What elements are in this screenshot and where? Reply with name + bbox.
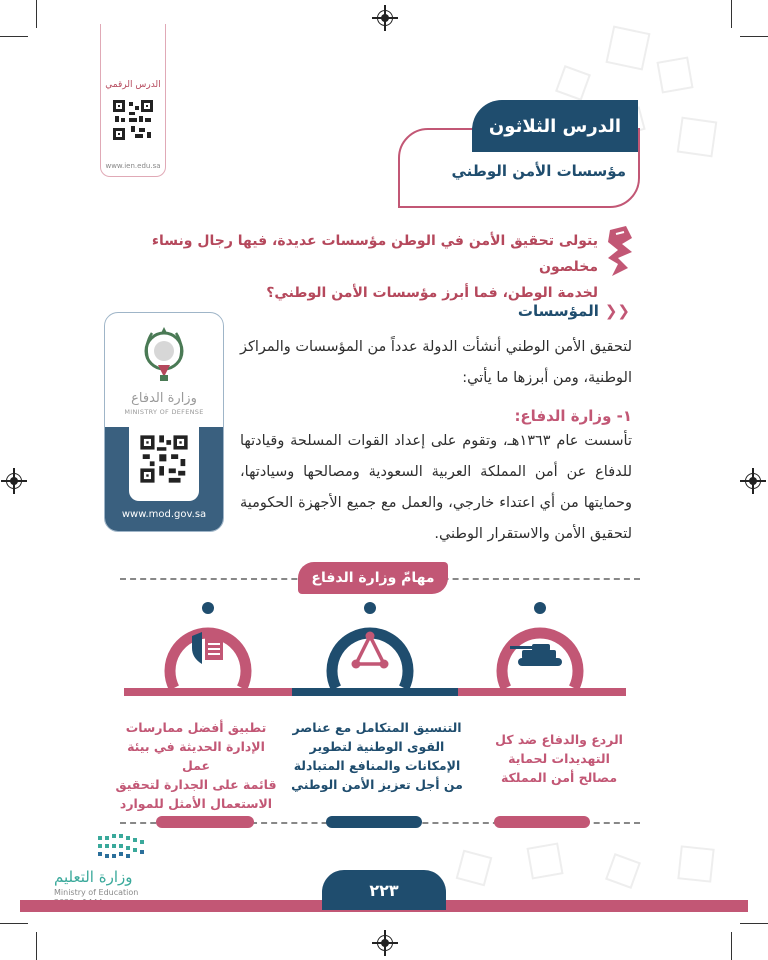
ministry-of-defense-logo-icon bbox=[138, 321, 190, 387]
intro-line: يتولى تحقيق الأمن في الوطن مؤسسات عديدة، فيها رجال ونساء مخلصون bbox=[151, 233, 598, 275]
subsection-text: تأسست عام ١٣٦٣هـ، وتقوم على إعداد القوات المسلحة وقيادتها للدفاع عن أمن المملكة العربية السعودية ومصالحها وسيادتها، وحمايتها من أي اعتداء خارجي، والعمل مع جميع الأجهزة الحكومية لتحقيق الأمن والاستقرار الوطني. bbox=[240, 433, 632, 542]
ministry-of-defense-qr-panel bbox=[105, 427, 223, 531]
digital-lesson-url[interactable]: www.ien.edu.sa bbox=[105, 162, 161, 170]
qr-code-icon[interactable] bbox=[111, 98, 155, 142]
timeline-segment bbox=[292, 688, 458, 696]
crop-mark bbox=[0, 36, 28, 37]
ministry-of-education-name-en: Ministry of Education bbox=[54, 888, 139, 897]
ministry-of-education-name-ar: وزارة التعليم bbox=[54, 868, 133, 886]
duty-line: الإدارة الحديثة في بيئة عمل bbox=[127, 739, 265, 773]
duty-2-text bbox=[286, 718, 468, 794]
duty-line: التهديدات لحماية bbox=[508, 751, 610, 766]
qr-code-icon[interactable] bbox=[138, 433, 190, 485]
digital-lesson-tab[interactable] bbox=[100, 24, 166, 177]
duty-3-arch bbox=[162, 600, 254, 692]
duty-3-text bbox=[112, 718, 280, 813]
section-title bbox=[470, 302, 630, 320]
ministry-of-defense-card[interactable] bbox=[104, 312, 224, 532]
duty-line: من أجل تعزيز الأمن الوطني bbox=[291, 777, 463, 792]
duty-line: مصالح أمن المملكة bbox=[500, 770, 618, 785]
duty-line: الإمكانات والمنافع المتبادلة bbox=[293, 758, 461, 773]
crop-mark bbox=[36, 932, 37, 960]
registration-mark-icon bbox=[377, 935, 393, 951]
duty-1-bar bbox=[494, 816, 590, 828]
section-title-label: المؤسسات bbox=[517, 302, 599, 320]
crop-mark bbox=[0, 923, 28, 924]
tank-icon bbox=[510, 644, 562, 666]
duties-title: مهامّ وزارة الدفاع bbox=[298, 562, 448, 594]
duty-line: قائمة على الجدارة لتحقيق bbox=[115, 777, 277, 792]
intro-question bbox=[98, 228, 598, 306]
think-icon bbox=[604, 224, 638, 280]
duty-1-arch bbox=[494, 600, 586, 692]
timeline-segment bbox=[124, 688, 292, 696]
registration-mark-icon bbox=[6, 473, 22, 489]
ministry-of-defense-name-ar: وزارة الدفاع bbox=[131, 391, 197, 406]
duty-3-bar bbox=[156, 816, 254, 828]
duty-line: الاستعمال الأمثل للموارد bbox=[119, 796, 273, 811]
digital-lesson-label: الدرس الرقمي bbox=[105, 80, 161, 90]
lesson-title: مؤسسات الأمن الوطني bbox=[451, 162, 626, 180]
duty-1-text bbox=[484, 730, 634, 787]
ministry-of-defense-url[interactable]: www.mod.gov.sa bbox=[121, 509, 207, 520]
duty-2-arch bbox=[324, 600, 416, 692]
crop-mark bbox=[740, 36, 768, 37]
timeline-segment bbox=[458, 688, 626, 696]
page-number: ٢٢٣ bbox=[322, 870, 446, 910]
chevron-double-left-icon: ❮❮ bbox=[604, 302, 630, 320]
duty-line: التنسيق المتكامل مع عناصر bbox=[292, 720, 462, 735]
lesson-number-banner: الدرس الثلاثون bbox=[472, 100, 638, 152]
registration-mark-icon bbox=[745, 473, 761, 489]
duty-line: الردع والدفاع ضد كل bbox=[495, 732, 623, 747]
registration-mark-icon bbox=[377, 10, 393, 26]
background-pattern bbox=[440, 840, 740, 900]
crop-mark bbox=[731, 932, 732, 960]
duty-line: تطبيق أفضل ممارسات bbox=[125, 720, 267, 735]
ministry-of-defense-name-en: MINISTRY OF DEFENSE bbox=[124, 408, 204, 416]
intro-line: لخدمة الوطن، فما أبرز مؤسسات الأمن الوطني؟ bbox=[266, 285, 598, 301]
subsection-title: ١- وزارة الدفاع: bbox=[514, 407, 632, 425]
duty-2-bar bbox=[326, 816, 422, 828]
section-paragraph: لتحقيق الأمن الوطني أنشأت الدولة عدداً من المؤسسات والمراكز الوطنية، ومن أبرزها ما يأتي: bbox=[240, 339, 632, 386]
ministry-of-education-logo-icon bbox=[96, 832, 152, 866]
crop-mark bbox=[36, 0, 37, 28]
duty-line: القوى الوطنية لتطوير bbox=[309, 739, 445, 754]
crop-mark bbox=[740, 923, 768, 924]
